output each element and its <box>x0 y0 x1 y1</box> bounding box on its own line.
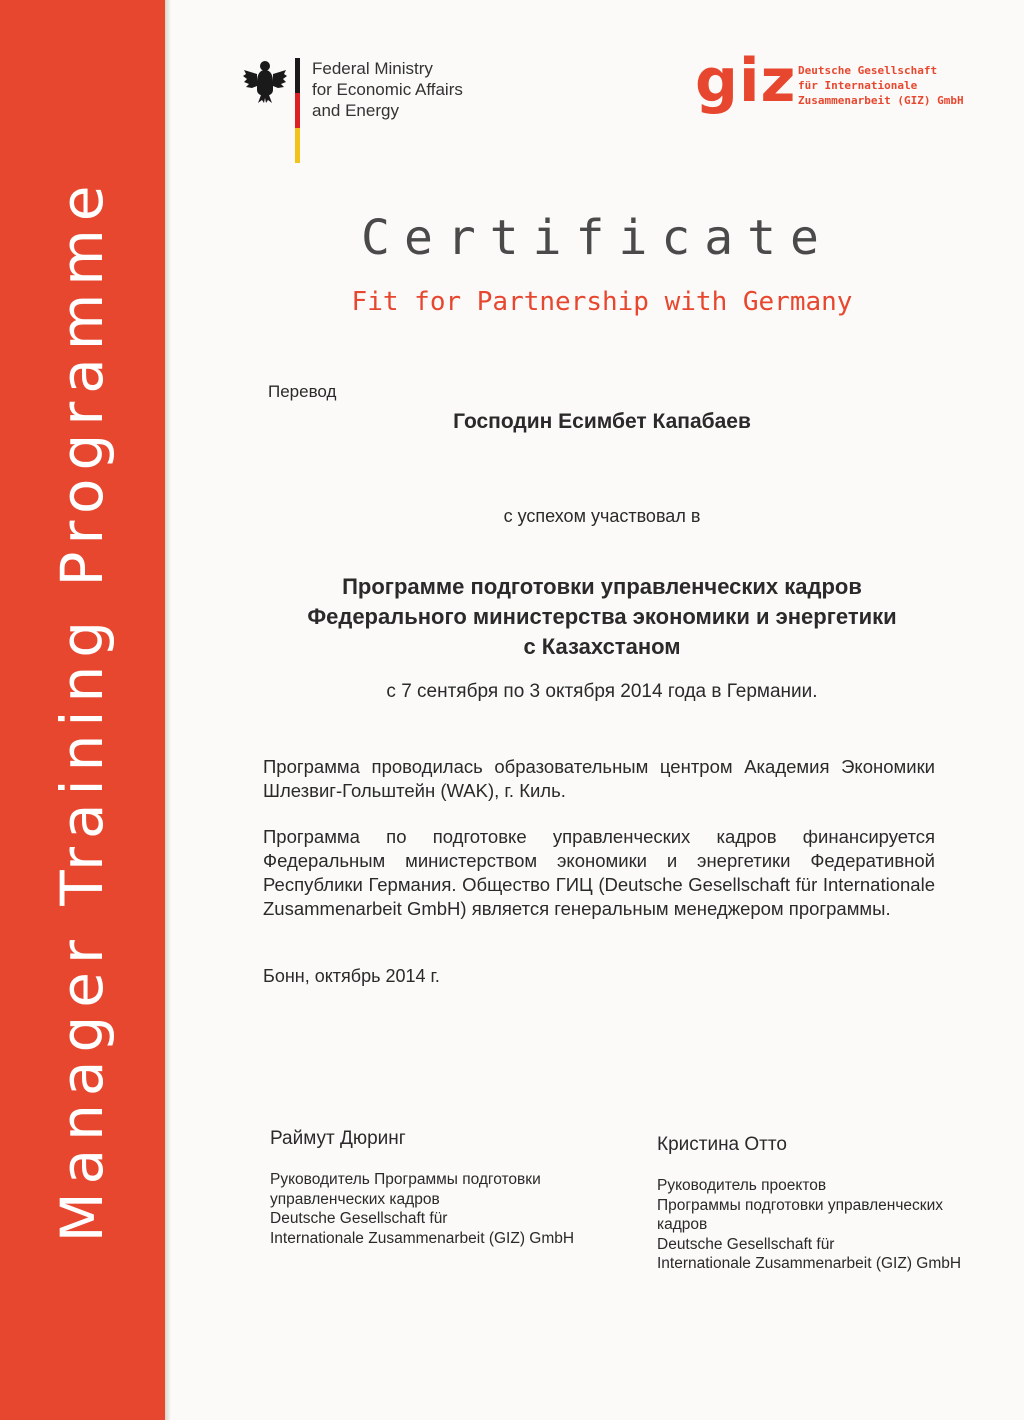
flag-red <box>295 93 300 128</box>
signatory-name: Кристина Отто <box>657 1134 787 1155</box>
flag-gold <box>295 128 300 163</box>
giz-line: Deutsche Gesellschaft <box>798 64 938 77</box>
signatory-role <box>657 1176 961 1274</box>
ministry-line: for Economic Affairs <box>312 80 463 99</box>
role-line: Руководитель проектов <box>657 1177 827 1194</box>
program-name <box>170 572 1024 662</box>
role-line: Deutsche Gesellschaft für <box>657 1235 835 1253</box>
place-date: Бонн, октябрь 2014 г. <box>263 966 440 986</box>
role-line: управленческих кадров <box>270 1190 440 1208</box>
signatory-name: Раймут Дюринг <box>270 1128 406 1149</box>
translation-label: Перевод <box>268 382 337 401</box>
paragraph-funding: Программа по подготовке управленческих кадров финансируется Федеральным министерством экономики и энергетики Федеративной Республики Германия. Общество ГИЦ (Deutsche Gesellschaft für Internationale Zusammenarbeit GmbH) является генеральным менеджером программы. <box>263 826 935 919</box>
role-line: Руководитель Программы подготовки <box>270 1171 541 1188</box>
role-line: кадров <box>657 1216 708 1233</box>
participation-text: с успехом участвовал в <box>503 506 701 526</box>
program-line: с Казахстаном <box>523 634 681 659</box>
giz-name <box>798 63 964 108</box>
certificate-subtitle: Fit for Partnership with Germany <box>351 287 853 317</box>
signatory-block <box>657 1134 961 1274</box>
role-line: Программы подготовки управленческих <box>657 1196 943 1214</box>
german-flag-stripe <box>295 58 300 163</box>
certificate-title: Certificate <box>361 210 833 266</box>
giz-line: für Internationale <box>798 79 918 92</box>
giz-line: Zusammenarbeit (GIZ) GmbH <box>798 94 964 107</box>
signatory-block <box>270 1128 574 1248</box>
program-dates: с 7 сентября по 3 октября 2014 года в Германии. <box>386 681 818 702</box>
program-line: Федерального министерства экономики и энергетики <box>307 604 897 629</box>
role-line: Deutsche Gesellschaft für <box>270 1210 448 1227</box>
ministry-line: Federal Ministry <box>312 59 433 78</box>
ministry-line: and Energy <box>312 101 399 120</box>
paragraph-organizer: Программа проводилась образовательным центром Академия Экономики Шлезвиг-Гольштейн (WAK), г. Киль. <box>263 756 935 801</box>
ministry-name <box>312 58 463 121</box>
giz-logo <box>695 46 995 124</box>
recipient-name: Господин Есимбет Капабаев <box>453 410 751 433</box>
side-band-text: Manager Training Programme <box>48 177 116 1243</box>
signatory-role <box>270 1170 574 1248</box>
program-line: Программе подготовки управленческих кадров <box>342 574 862 599</box>
ministry-logo <box>242 58 502 168</box>
giz-wordmark: giz <box>695 46 797 116</box>
federal-eagle-icon <box>242 58 288 104</box>
role-line: Internationale Zusammenarbeit (GIZ) GmbH <box>270 1229 575 1247</box>
side-band <box>0 0 165 1420</box>
flag-black <box>295 58 300 93</box>
role-line: Internationale Zusammenarbeit (GIZ) GmbH <box>657 1255 962 1272</box>
